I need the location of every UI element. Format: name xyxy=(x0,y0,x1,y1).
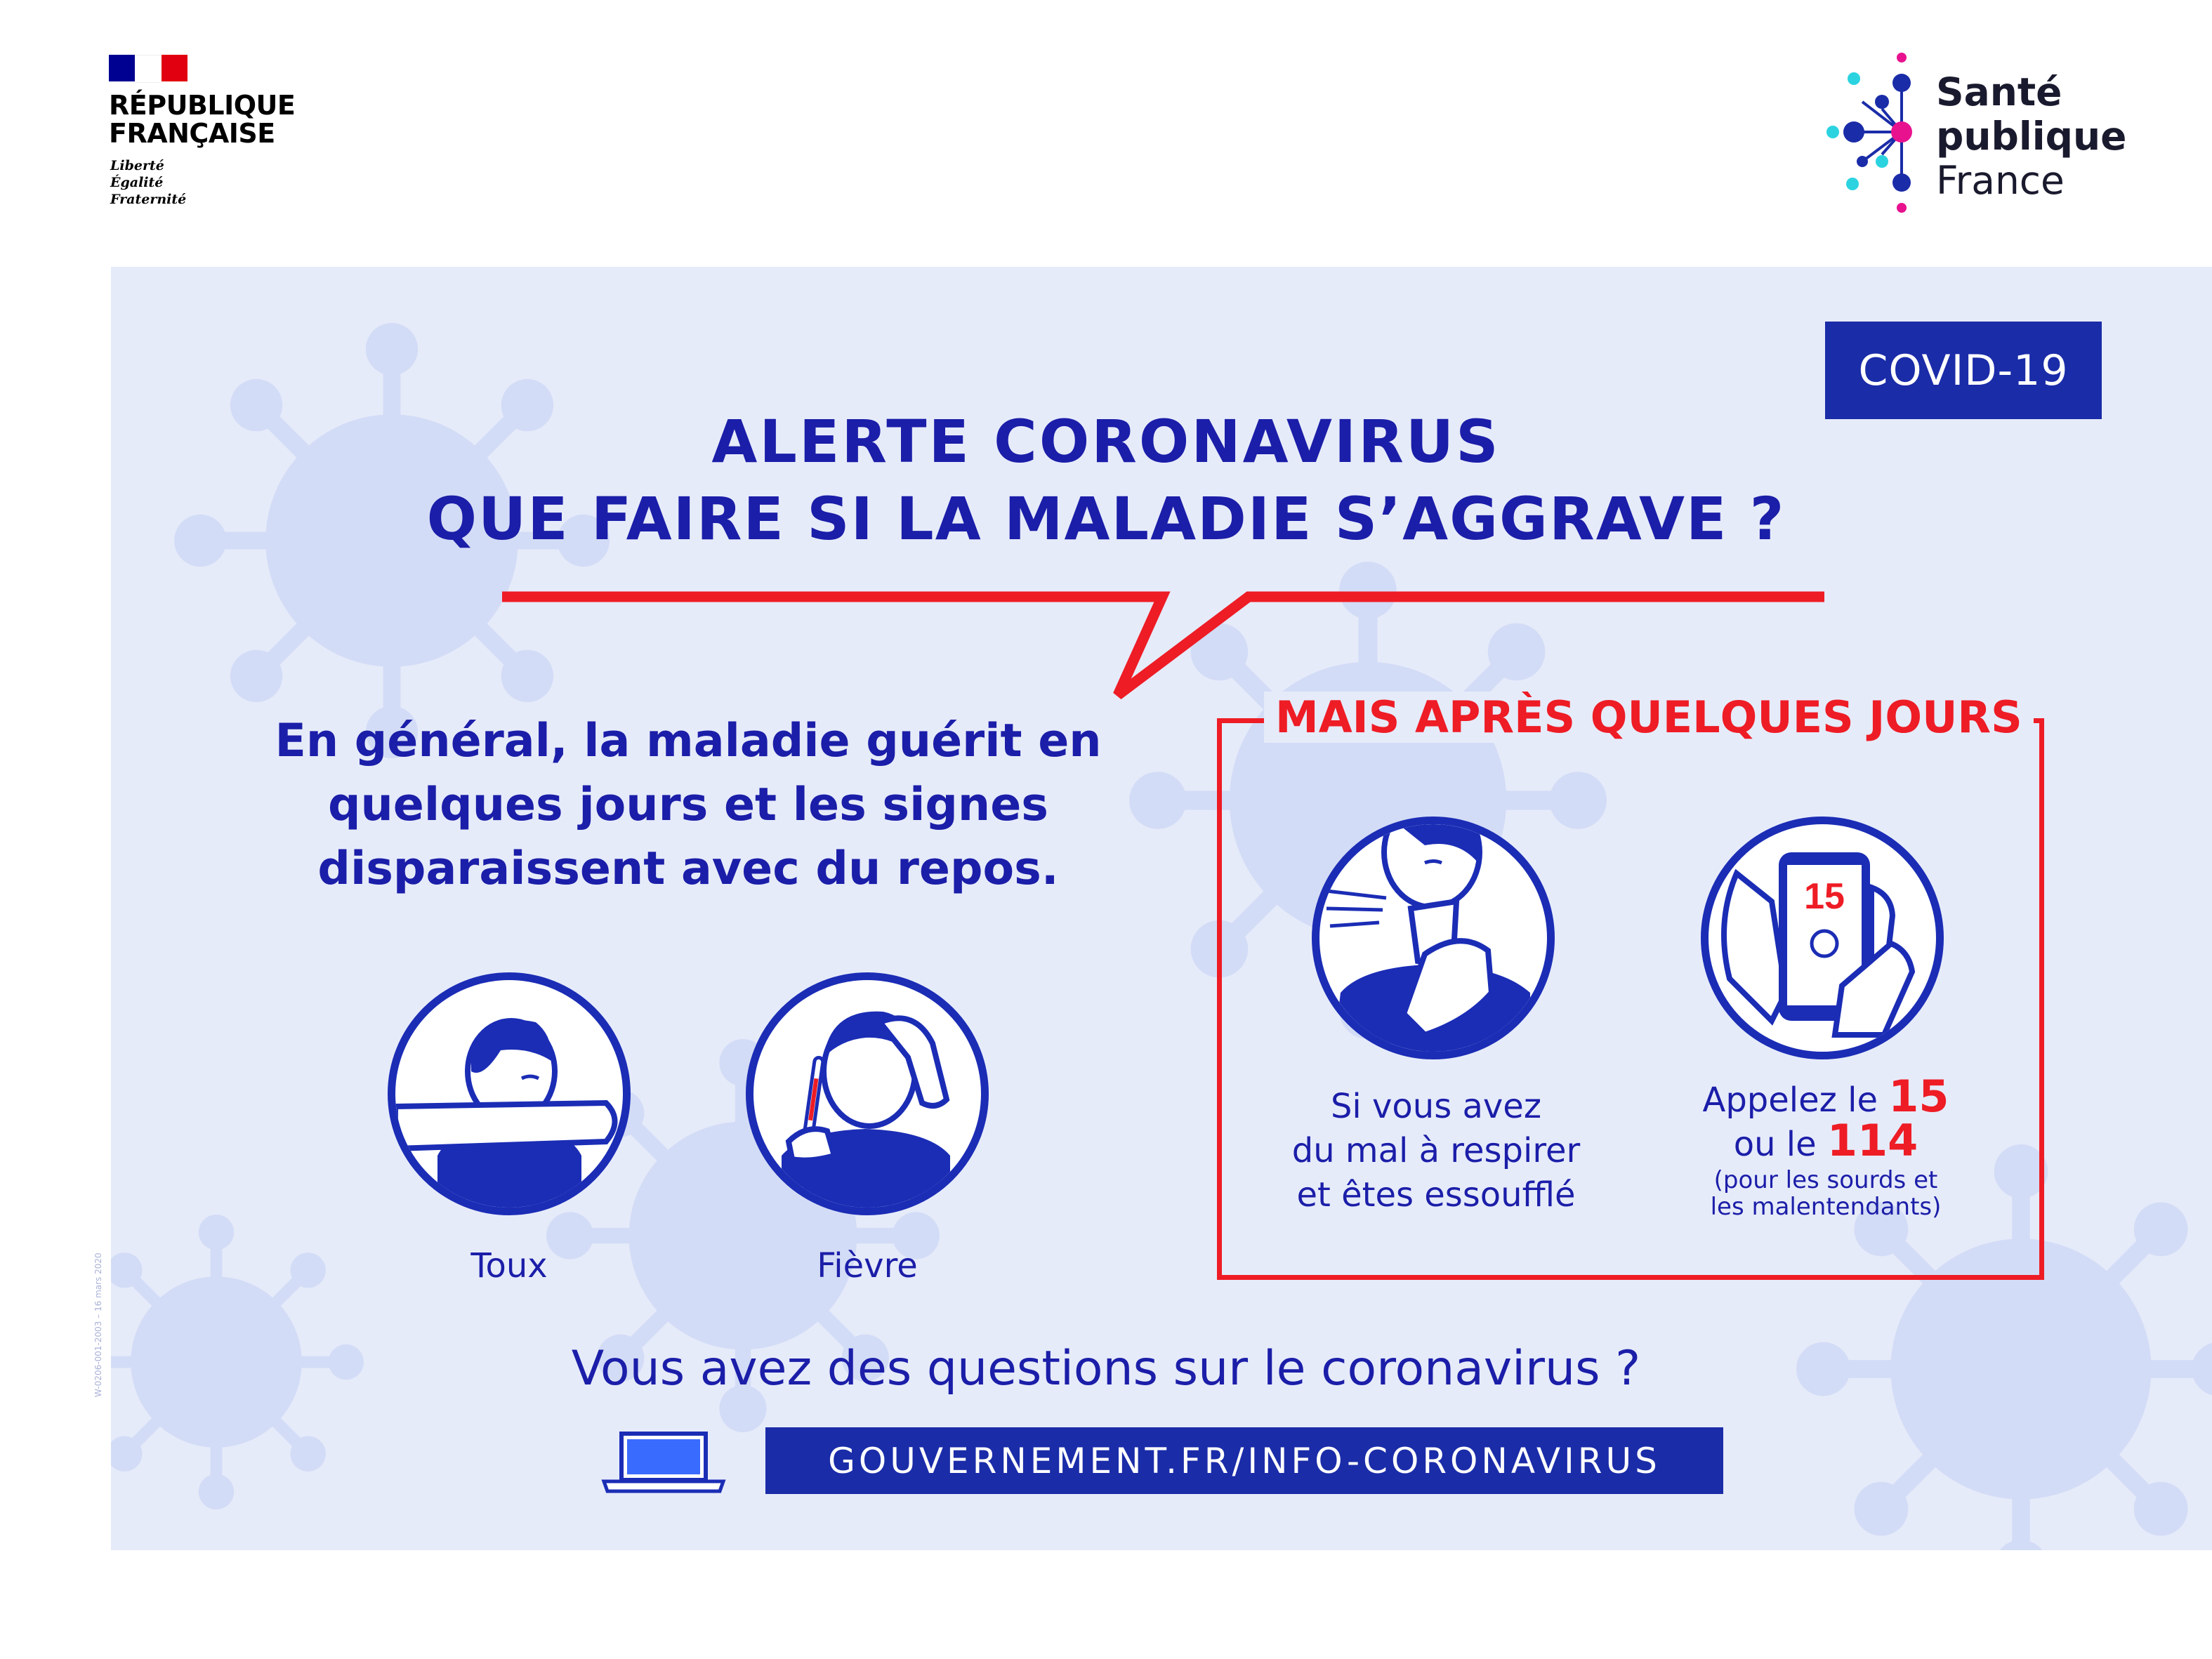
cough-icon xyxy=(388,972,631,1215)
warning-title: MAIS APRÈS QUELQUES JOURS xyxy=(1264,692,2034,743)
emergency-number-15: 15 xyxy=(1888,1071,1949,1122)
call-text: Appelez le 15 ou le 114 (pour les sourds et les malentendants) xyxy=(1702,1071,1949,1221)
reference-code: W-0206-001-2003 – 16 mars 2020 xyxy=(93,1252,103,1397)
fever-icon xyxy=(746,972,989,1215)
phone-call-icon xyxy=(1701,817,1944,1059)
symptom-label-cough: Toux xyxy=(470,1246,548,1285)
title-line-2: QUE FAIRE SI LA MALADIE S’AGGRAVE ? xyxy=(426,484,1786,553)
intro-text: En général, la maladie guérit en quelques jours et les signes disparaissent avec du repos. xyxy=(275,715,1102,895)
symptom-label-fever: Fièvre xyxy=(817,1246,918,1285)
emergency-number-114: 114 xyxy=(1826,1115,1918,1166)
info-url[interactable]: GOUVERNEMENT.FR/INFO-CORONAVIRUS xyxy=(765,1427,1723,1494)
laptop-icon xyxy=(600,1431,727,1494)
footer-question: Vous avez des questions sur le coronavirus ? xyxy=(571,1341,1641,1396)
title-line-1: ALERTE CORONAVIRUS xyxy=(711,407,1501,476)
breathing-text: Si vous avez du mal à respirer et êtes essoufflé xyxy=(1291,1087,1581,1215)
republique-name: RÉPUBLIQUE FRANÇAISE xyxy=(109,90,296,149)
breathing-difficulty-icon xyxy=(1312,817,1555,1059)
sante-publique-text: Santé publique France xyxy=(1936,70,2127,203)
speech-bubble-line xyxy=(0,0,2212,737)
republique-motto: Liberté Égalité Fraternité xyxy=(110,158,187,207)
phone-screen-number: 15 xyxy=(1804,876,1845,917)
covid-19-tag: COVID-19 xyxy=(1825,322,2102,419)
